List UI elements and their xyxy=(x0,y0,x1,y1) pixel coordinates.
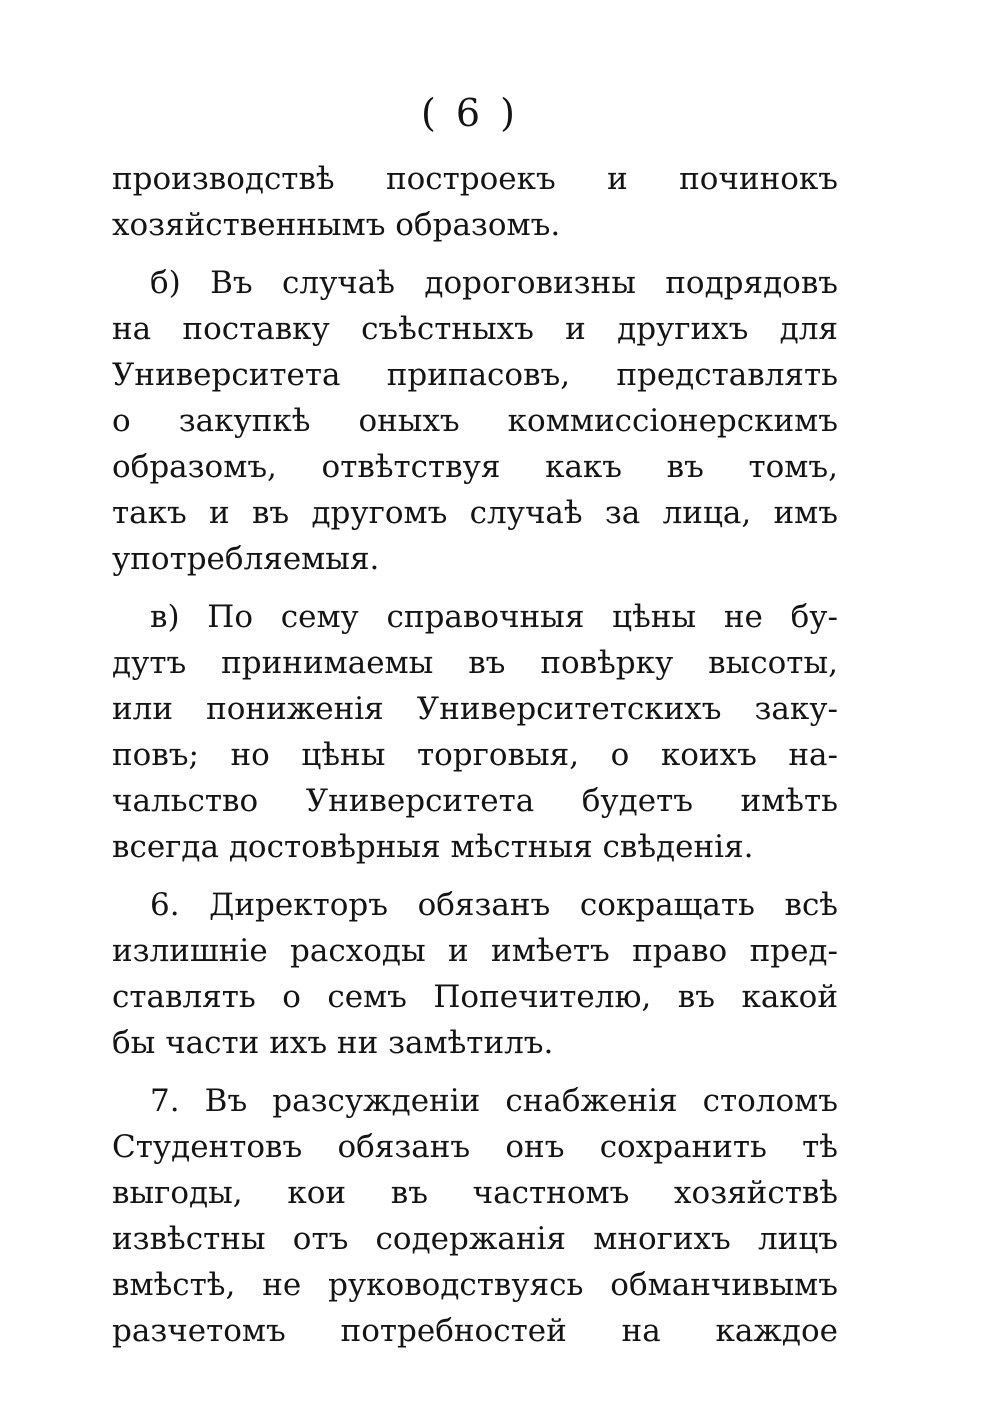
text-line: выгоды, кои въ частномъ хозяйствѣ xyxy=(112,1175,838,1211)
text-line: хозяйственнымъ образомъ. xyxy=(112,207,561,243)
paragraph xyxy=(112,156,838,248)
text-line: повъ; но цѣны торговыя, о коихъ на- xyxy=(112,737,838,773)
text-line: ставлять о семъ Попечителю, въ какой xyxy=(112,979,838,1015)
text-line: о закупкѣ оныхъ коммиссіонерскимъ xyxy=(112,403,838,439)
text-line: б) Въ случаѣ дороговизны подрядовъ xyxy=(150,265,838,301)
text-line: Университета припасовъ, представлять xyxy=(112,357,838,393)
text-line: чальство Университета будетъ имѣть xyxy=(112,783,838,819)
text-line: всегда достовѣрныя мѣстныя свѣденія. xyxy=(112,829,754,865)
text-line: бы части ихъ ни замѣтилъ. xyxy=(112,1025,554,1061)
text-line: употребляемыя. xyxy=(112,541,380,577)
paragraph xyxy=(112,882,838,1066)
body-text xyxy=(112,156,838,1354)
text-line: разчетомъ потребностей на каждое xyxy=(112,1313,838,1349)
text-line: 6. Директоръ обязанъ сокращать всѣ xyxy=(150,887,838,923)
text-line: дутъ принимаемы въ повѣрку высоты, xyxy=(112,645,838,681)
text-line: извѣстны отъ содержанія многихъ лицъ xyxy=(112,1221,838,1257)
text-line: такъ и въ другомъ случаѣ за лица, имъ xyxy=(112,495,838,531)
text-line: или пониженія Университетскихъ заку- xyxy=(112,691,838,727)
text-line: Студентовъ обязанъ онъ сохранить тѣ xyxy=(112,1129,838,1165)
paragraph xyxy=(112,594,838,870)
text-line: излишніе расходы и имѣетъ право пред- xyxy=(112,933,838,969)
text-line: на поставку съѣстныхъ и другихъ для xyxy=(112,311,838,347)
paragraph xyxy=(112,1078,838,1354)
text-line: производствѣ построекъ и починокъ xyxy=(112,161,838,197)
text-line: вмѣстѣ, не руководствуясь обманчивымъ xyxy=(112,1267,838,1303)
paragraph xyxy=(112,260,838,582)
text-line: 7. Въ разсужденіи снабженія столомъ xyxy=(150,1083,838,1119)
text-line: в) По сему справочныя цѣны не бу- xyxy=(150,599,838,635)
text-line: образомъ, отвѣтствуя какъ въ томъ, xyxy=(112,449,838,485)
page-number: ( 6 ) xyxy=(421,91,519,135)
